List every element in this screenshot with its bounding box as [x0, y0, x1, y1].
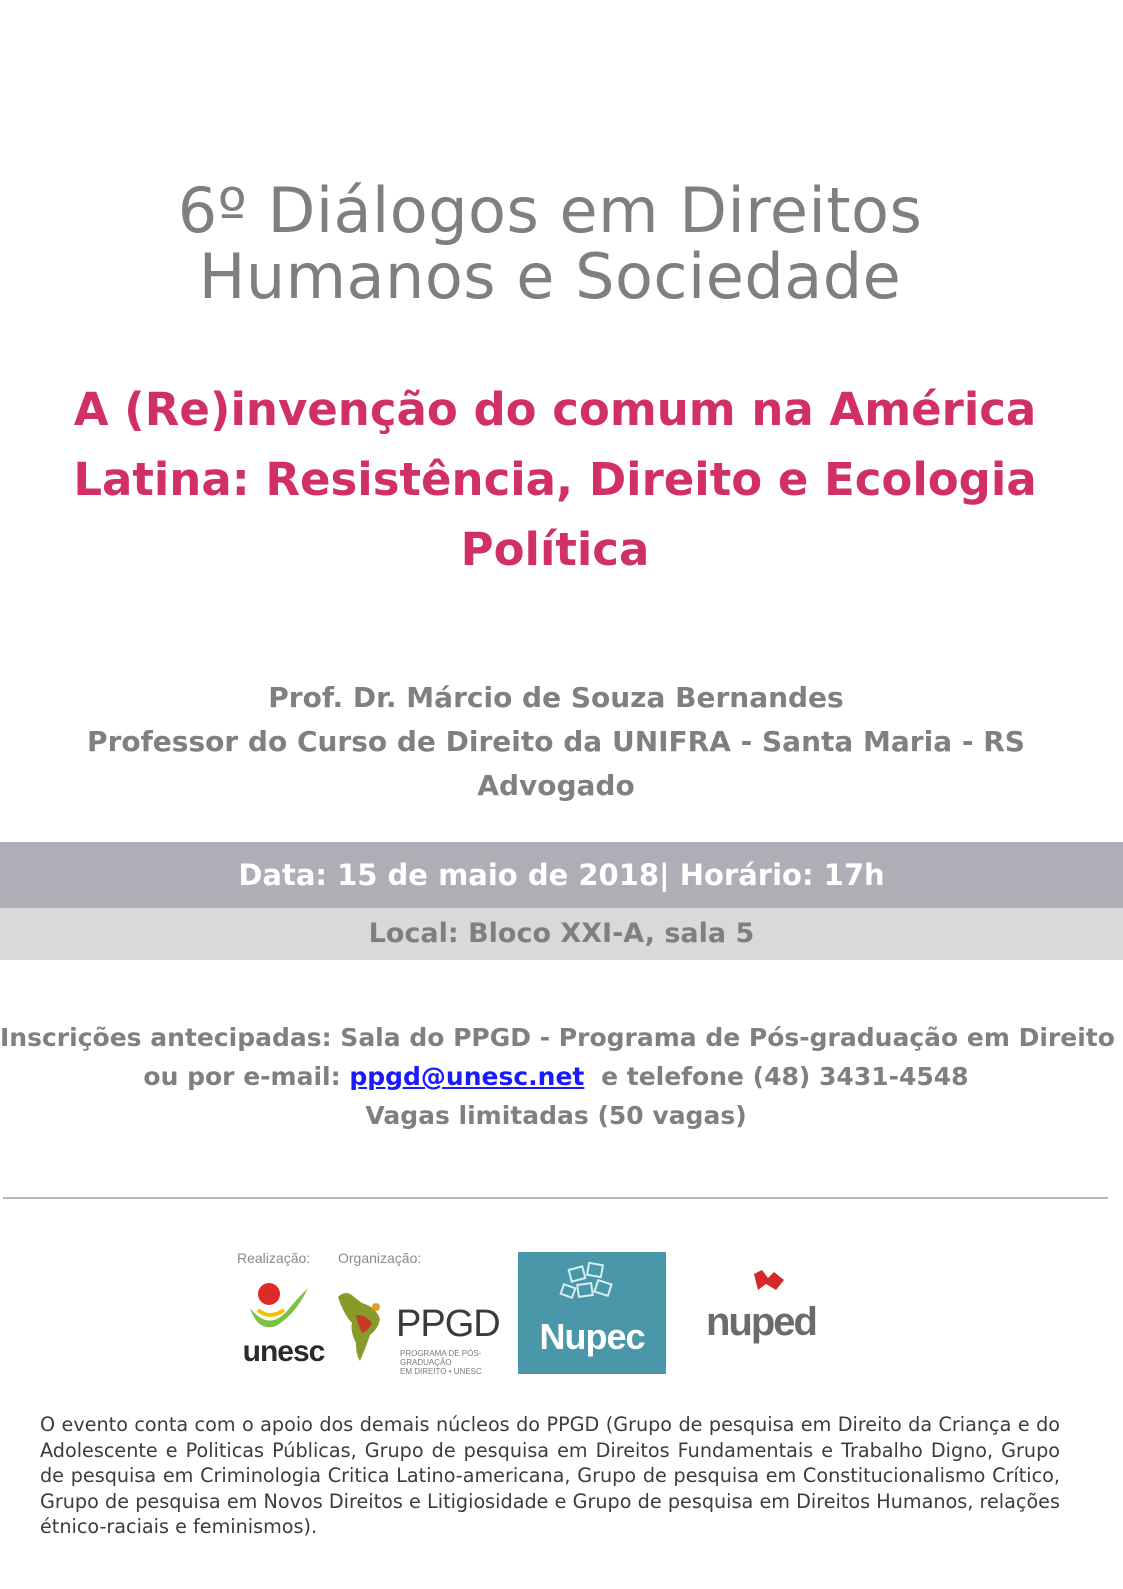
organizacao-label: Organização: — [338, 1250, 422, 1266]
speaker-name: Prof. Dr. Márcio de Souza Bernandes — [268, 681, 844, 714]
event-theme-line-1: A (Re)invenção do comum na América — [73, 383, 1037, 436]
realizacao-label: Realização: — [237, 1250, 311, 1266]
ppgd-logo — [332, 1285, 507, 1376]
latin-america-map-icon — [332, 1285, 396, 1370]
unesc-emblem-icon — [236, 1280, 331, 1340]
nupec-logo — [518, 1252, 666, 1374]
date-time-text: Data: 15 de maio de 2018| Horário: 17h — [238, 858, 885, 892]
registration-info — [0, 1018, 1115, 1135]
ppgd-subtitle — [400, 1349, 507, 1376]
registration-line-1: Inscrições antecipadas: Sala do PPGD - Programa de Pós-graduação em Direito — [0, 1023, 1115, 1052]
registration-phone: e telefone (48) 3431-4548 — [601, 1062, 969, 1091]
nuped-wordmark: nuped — [706, 1300, 816, 1344]
date-time-band — [0, 842, 1123, 908]
event-title-line-1: 6º Diálogos em Direitos — [177, 174, 923, 247]
event-theme — [40, 375, 1070, 585]
speaker-info — [0, 676, 1112, 808]
event-title — [0, 174, 1100, 313]
ppgd-wordmark: PPGD — [396, 1303, 500, 1345]
event-title-line-2: Humanos e Sociedade — [198, 240, 902, 313]
ppgd-subtitle-line-1: PROGRAMA DE PÓS-GRADUAÇÃO — [400, 1349, 482, 1367]
unesc-wordmark: unesc — [242, 1335, 325, 1368]
sponsor-logos — [0, 1240, 1123, 1380]
registration-email-prefix: ou por e-mail: — [143, 1062, 341, 1091]
registration-vacancies: Vagas limitadas (50 vagas) — [365, 1101, 747, 1130]
speaker-occupation: Advogado — [477, 769, 635, 802]
event-theme-line-2: Latina: Resistência, Direito e Ecologia — [73, 453, 1037, 506]
speaker-role: Professor do Curso de Direito da UNIFRA - Santa Maria - RS — [87, 725, 1025, 758]
event-theme-line-3: Política — [460, 523, 650, 576]
nupec-wordmark: Nupec — [539, 1316, 645, 1357]
location-text: Local: Bloco XXI-A, sala 5 — [368, 918, 755, 949]
ppgd-subtitle-line-2: EM DIREITO • UNESC — [400, 1367, 482, 1376]
section-divider — [3, 1197, 1108, 1199]
registration-email-link[interactable]: ppgd@unesc.net — [349, 1062, 585, 1091]
unesc-logo — [236, 1280, 331, 1370]
nuped-logo — [702, 1268, 837, 1358]
nuped-emblem-icon — [702, 1268, 837, 1302]
location-band — [0, 908, 1123, 960]
support-note: O evento conta com o apoio dos demais núcleos do PPGD (Grupo de pesquisa em Direito da Criança e do Adolescente e Politicas Públicas, Grupo de pesquisa em Direitos Fundamentais e Trabalho Digno, Grupo de pesquisa em Criminologia Critica Latino-americana, Grupo de pesquisa em Constitucionalismo Crítico, Grupo de pesquisa em Novos Direitos e Litigiosidade e Grupo de pesquisa em Direitos Humanos, relações étnico-raciais e feminismos). — [40, 1413, 1060, 1538]
nupec-emblem-icon — [518, 1252, 666, 1312]
registration-line-2 — [0, 1057, 1112, 1096]
